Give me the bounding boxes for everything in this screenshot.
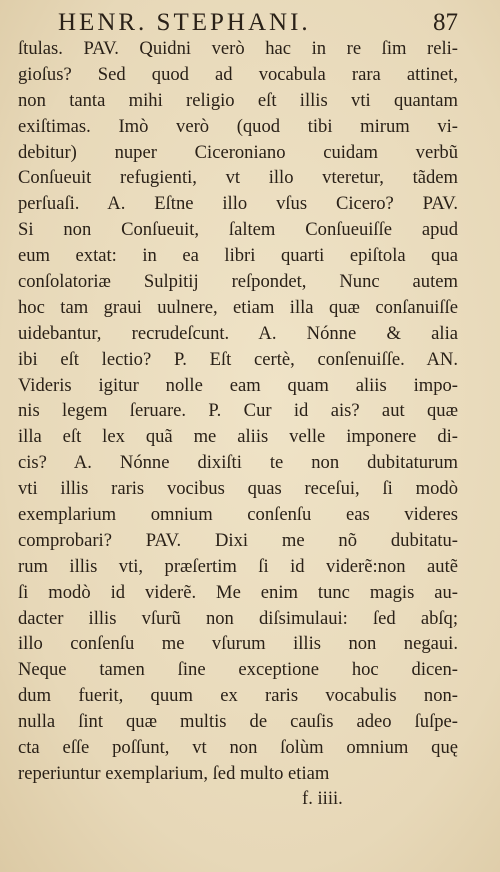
text-line: vti illis raris vocibus quas receſui, ſi modò <box>18 478 458 500</box>
body-text <box>18 36 458 787</box>
text-line: exiſtimas. Imò verò (quod tibi mirum vi- <box>18 115 458 137</box>
text-line: cta eſſe poſſunt, vt non ſolùm omnium quę <box>18 737 458 759</box>
text-line: nis legem ſeruare. P. Cur id ais? aut quæ <box>18 400 458 422</box>
page-number: 87 <box>433 9 458 36</box>
text-line: reperiuntur exemplarium, ſed multo etiam <box>18 762 330 784</box>
page-header <box>58 8 458 38</box>
text-line: debitur) nuper Ciceroniano cuidam verbũ <box>18 141 458 163</box>
text-line: ſtulas. PAV. Quidni verò hac in re ſim reli- <box>18 38 458 59</box>
text-line: dum fuerit, quum ex raris vocabulis non- <box>18 685 458 707</box>
text-line: illa eſt lex quã me aliis velle imponere di- <box>18 426 458 448</box>
text-line: Videris igitur nolle eam quam aliis impo- <box>18 374 458 396</box>
text-line: comprobari? PAV. Dixi me nõ dubitatu- <box>18 529 458 551</box>
text-line: Neque tamen ſine exceptione hoc dicen- <box>18 659 458 681</box>
text-line: eum extat: in ea libri quarti epiſtola qua <box>18 245 458 267</box>
text-line: Conſueuit refugienti, vt illo vteretur, tãdem <box>18 167 458 189</box>
text-line: uidebantur, recrudeſcunt. A. Nónne & alia <box>18 322 458 344</box>
text-line: non tanta mihi religio eſt illis vti quantam <box>18 89 458 111</box>
text-line: hoc tam graui uulnere, etiam illa quæ conſanuiſſe <box>18 296 458 318</box>
text-line: cis? A. Nónne dixiſti te non dubitaturum <box>18 452 458 474</box>
text-line: illo conſenſu me vſurum illis non negaui. <box>18 633 458 655</box>
text-line: gioſus? Sed quod ad vocabula rara attinet, <box>18 63 458 85</box>
signature-mark: f. iiii. <box>302 788 343 809</box>
text-line: perſuaſi. A. Eſtne illo vſus Cicero? PAV. <box>18 193 458 215</box>
text-line: rum illis vti, præſertim ſi id viderẽ:non autẽ <box>18 555 458 577</box>
text-line: ſi modò id viderẽ. Me enim tunc magis au- <box>18 581 458 603</box>
running-head: HENR. STEPHANI. <box>58 9 311 36</box>
text-line: exemplarium omnium conſenſu eas videres <box>18 504 458 526</box>
text-line: conſolatoriæ Sulpitij reſpondet, Nunc autem <box>18 271 458 293</box>
text-line: nulla ſint quæ multis de cauſis adeo ſuſpe- <box>18 711 458 733</box>
text-line: ibi eſt lectio? P. Eſt certè, conſenuiſſe. AN. <box>18 348 458 370</box>
text-line: dacter illis vſurũ non diſsimulaui: ſed abſq; <box>18 607 458 629</box>
text-line: Si non Conſueuit, ſaltem Conſueuiſſe apud <box>18 219 458 241</box>
